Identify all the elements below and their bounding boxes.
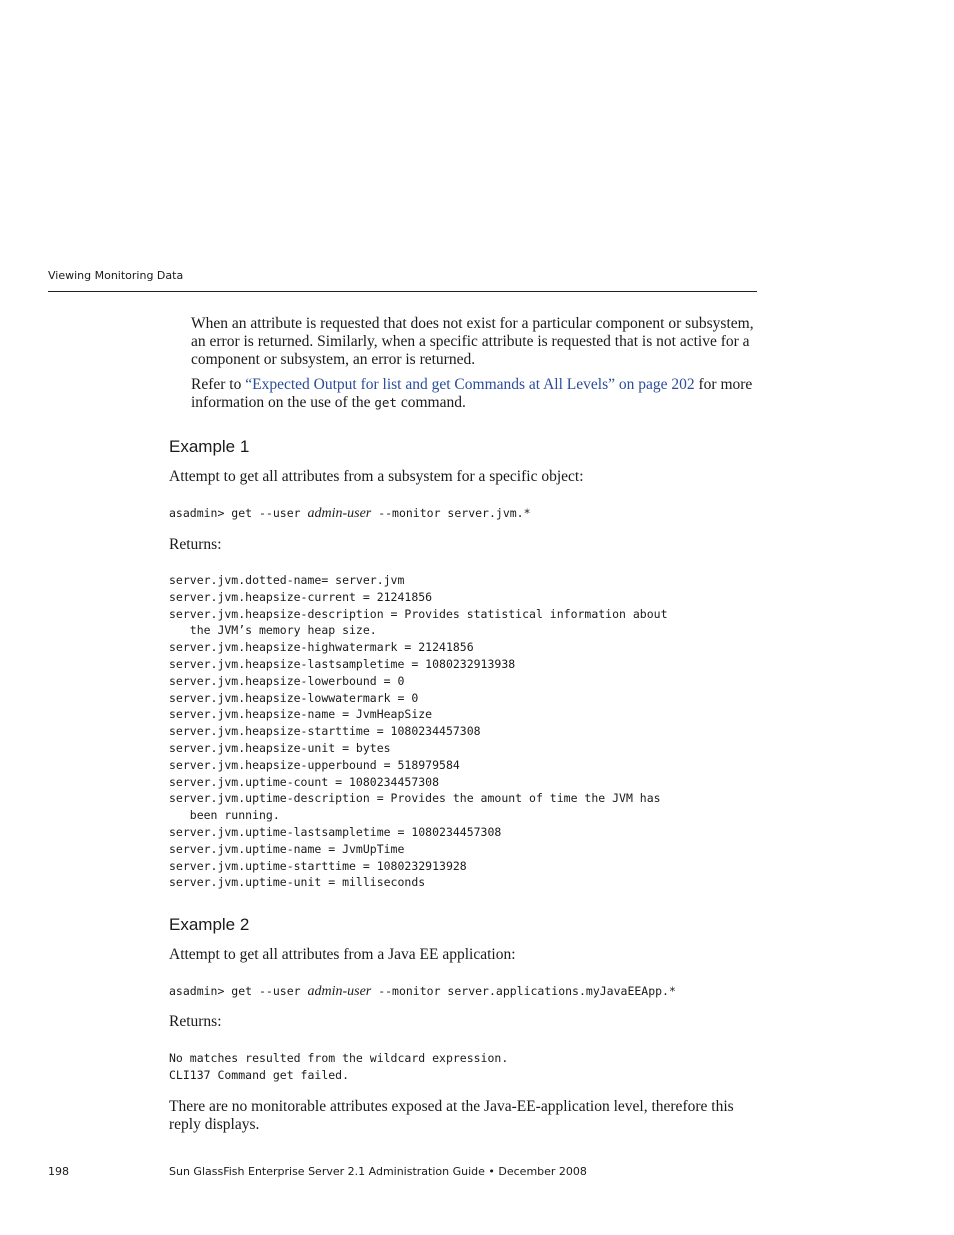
output-line: server.jvm.heapsize-name = JvmHeapSize xyxy=(169,707,433,722)
output-line: server.jvm.heapsize-lastsampletime = 1080232913938 xyxy=(169,656,516,671)
output-line: server.jvm.heapsize-highwatermark = 21241856 xyxy=(169,640,474,655)
output-line: server.jvm.heapsize-unit = bytes xyxy=(169,740,391,755)
output-line: server.jvm.heapsize-lowerbound = 0 xyxy=(169,673,405,688)
reference-prefix: Refer to xyxy=(191,376,246,393)
running-head: Viewing Monitoring Data xyxy=(48,269,184,282)
output-line: server.jvm.uptime-description = Provides the amount of time the JVM has xyxy=(169,791,661,806)
example1-returns-label: Returns: xyxy=(169,536,222,553)
example2-command-user: admin-user xyxy=(307,984,372,999)
example2-command xyxy=(169,983,676,1001)
output-line: server.jvm.uptime-lastsampletime = 1080234457308 xyxy=(169,824,502,839)
book-title: Sun GlassFish Enterprise Server 2.1 Administration Guide • December 2008 xyxy=(169,1165,587,1178)
example1-description: Attempt to get all attributes from a subsystem for a specific object: xyxy=(169,468,584,485)
output-line: CLI137 Command get failed. xyxy=(169,1067,350,1082)
example1-command-prefix: asadmin> get --user xyxy=(169,506,308,520)
output-line: server.jvm.uptime-count = 1080234457308 xyxy=(169,774,440,789)
page-number: 198 xyxy=(48,1165,69,1178)
example1-output xyxy=(169,572,668,891)
output-line: server.jvm.uptime-starttime = 1080232913928 xyxy=(169,858,467,873)
example1-heading: Example 1 xyxy=(169,437,250,456)
example1-command xyxy=(169,505,531,523)
example1-command-user: admin-user xyxy=(307,506,372,521)
output-line: No matches resulted from the wildcard expression. xyxy=(169,1051,509,1065)
output-line: server.jvm.heapsize-description = Provides statistical information about xyxy=(169,606,668,621)
reference-paragraph xyxy=(191,376,757,412)
output-line: server.jvm.heapsize-current = 21241856 xyxy=(169,589,433,604)
output-line: server.jvm.heapsize-upperbound = 518979584 xyxy=(169,757,460,772)
output-line: the JVM’s memory heap size. xyxy=(169,623,377,638)
cross-reference-link[interactable]: “Expected Output for list and get Commands at All Levels” on page 202 xyxy=(245,376,695,393)
example2-command-prefix: asadmin> get --user xyxy=(169,984,308,998)
output-line: been running. xyxy=(169,808,280,823)
example2-command-suffix: --monitor server.applications.myJavaEEApp.* xyxy=(371,984,676,998)
example2-returns-label: Returns: xyxy=(169,1013,222,1030)
output-line: server.jvm.dotted-name= server.jvm xyxy=(169,573,405,587)
example2-output xyxy=(169,1050,508,1084)
output-line: server.jvm.heapsize-starttime = 1080234457308 xyxy=(169,724,481,739)
header-rule xyxy=(48,291,757,292)
intro-paragraph: When an attribute is requested that does not exist for a particular component or subsystem, an error is returned. Similarly, when a specific attribute is requested that is not active for a component or subsystem, an error is returned. xyxy=(191,315,754,368)
inline-code-get: get xyxy=(374,395,397,410)
reference-mid: for more information on the use of the xyxy=(191,376,753,411)
output-line: server.jvm.heapsize-lowwatermark = 0 xyxy=(169,690,419,705)
example2-description: Attempt to get all attributes from a Java EE application: xyxy=(169,946,516,963)
example1-command-suffix: --monitor server.jvm.* xyxy=(371,506,531,520)
example2-heading: Example 2 xyxy=(169,915,250,934)
example2-closing-paragraph: There are no monitorable attributes exposed at the Java-EE-application level, therefore this reply displays. xyxy=(169,1098,734,1133)
output-line: server.jvm.uptime-name = JvmUpTime xyxy=(169,841,405,856)
reference-suffix: command. xyxy=(396,394,466,411)
output-line: server.jvm.uptime-unit = milliseconds xyxy=(169,875,426,890)
